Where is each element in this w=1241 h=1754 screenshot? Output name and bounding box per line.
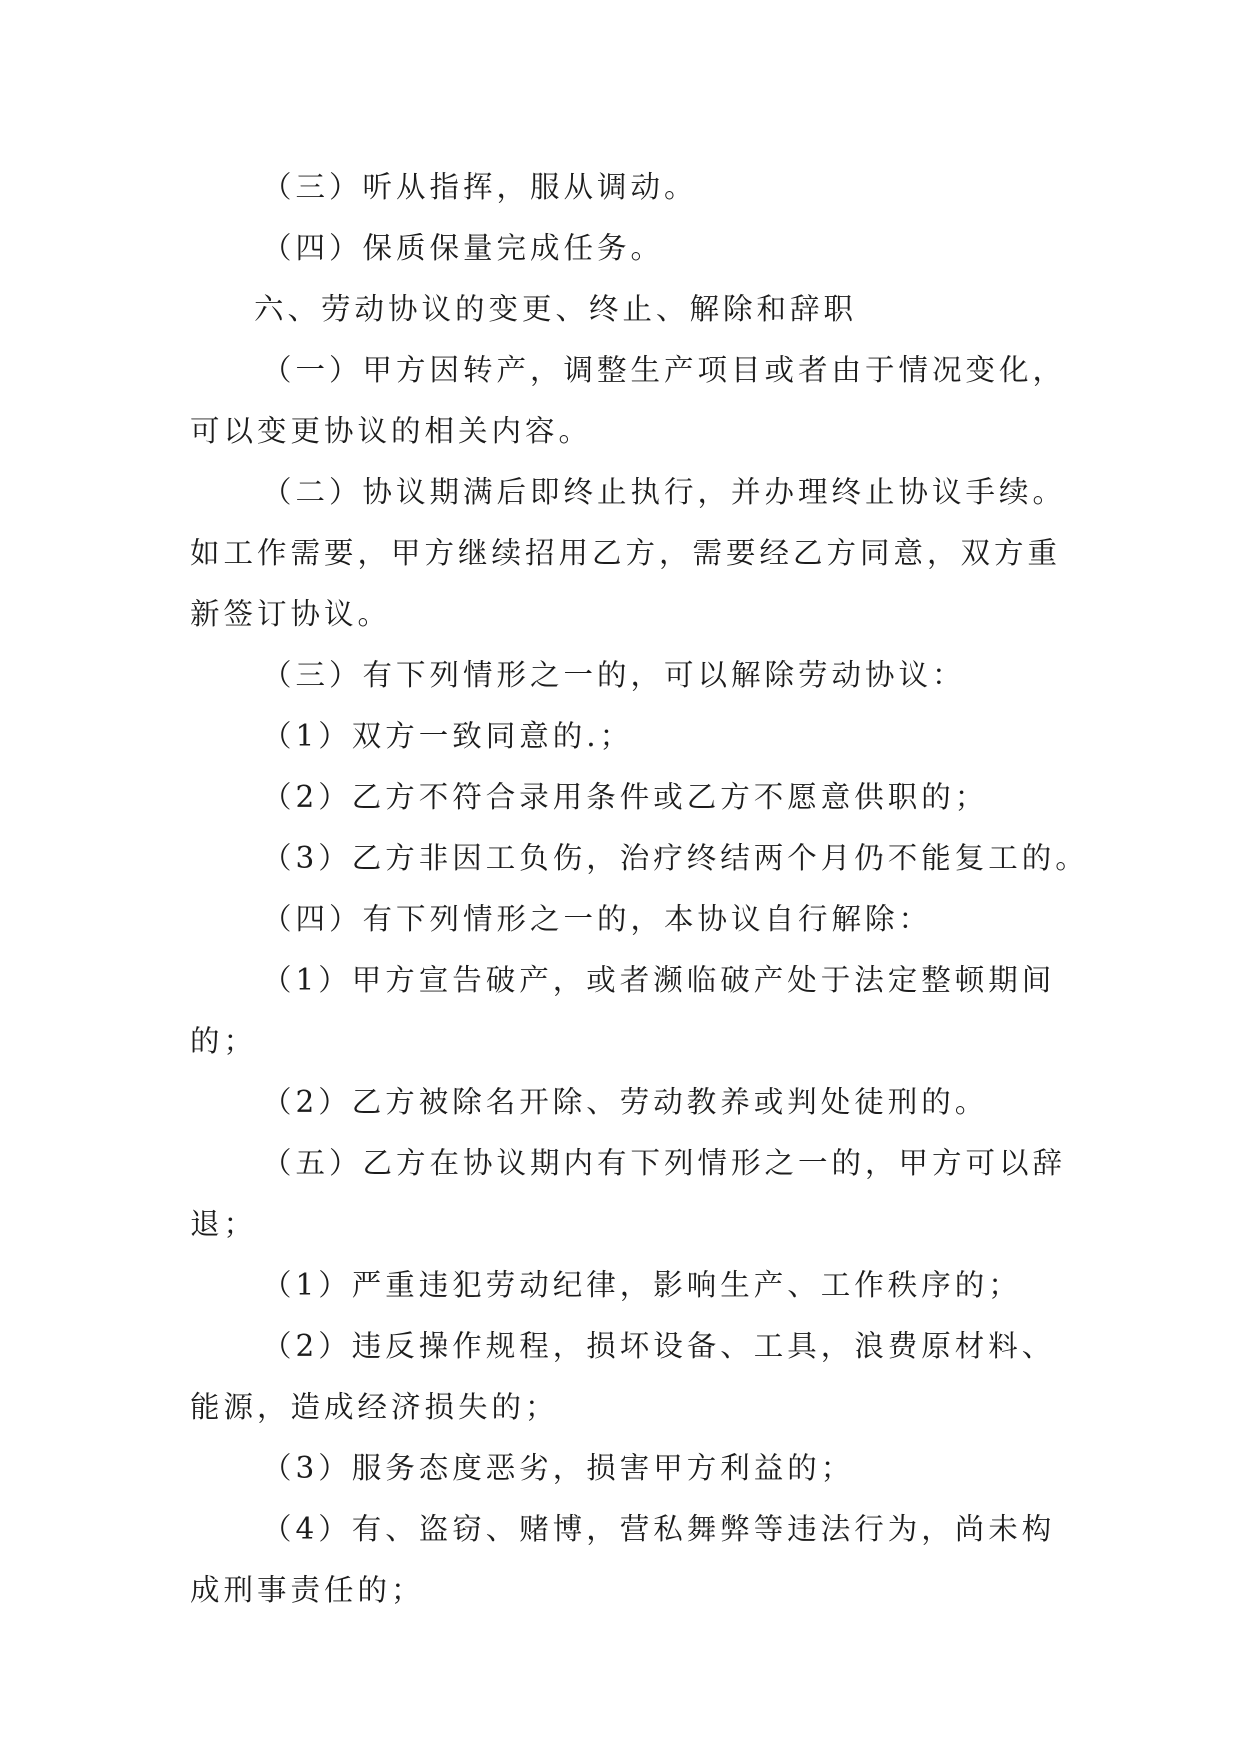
text-line: 退； xyxy=(190,1207,258,1241)
text-line: （4）有、盗窃、赌博，营私舞弊等违法行为，尚未构 xyxy=(262,1512,1056,1546)
text-line: 可以变更协议的相关内容。 xyxy=(190,414,593,448)
text-line: （3）服务态度恶劣，损害甲方利益的； xyxy=(262,1451,855,1485)
text-line: （四）保质保量完成任务。 xyxy=(262,231,665,265)
text-line: （三）听从指挥，服从调动。 xyxy=(262,170,698,204)
text-line: （1）甲方宣告破产，或者濒临破产处于法定整顿期间 xyxy=(262,963,1056,997)
text-line: （2）违反操作规程，损坏设备、工具，浪费原材料、 xyxy=(262,1329,1056,1363)
text-line: 新签订协议。 xyxy=(190,597,392,631)
document-body xyxy=(190,157,1089,1621)
text-line: （四）有下列情形之一的，本协议自行解除： xyxy=(262,902,933,936)
text-line: 成刑事责任的； xyxy=(190,1573,425,1607)
text-line: （五）乙方在协议期内有下列情形之一的，甲方可以辞 xyxy=(262,1146,1067,1180)
text-line: 能源，造成经济损失的； xyxy=(190,1390,559,1424)
section-heading: 六、劳动协议的变更、终止、解除和辞职 xyxy=(254,292,858,326)
text-line: （1）严重违犯劳动纪律，影响生产、工作秩序的； xyxy=(262,1268,1022,1302)
text-line: （二）协议期满后即终止执行，并办理终止协议手续。 xyxy=(262,475,1067,509)
text-line: （1）双方一致同意的.； xyxy=(262,719,634,753)
text-line: 的； xyxy=(190,1024,258,1058)
text-line: （2）乙方被除名开除、劳动教养或判处徒刑的。 xyxy=(262,1085,989,1119)
text-line: （2）乙方不符合录用条件或乙方不愿意供职的； xyxy=(262,780,989,814)
text-line: （3）乙方非因工负伤，治疗终结两个月仍不能复工的。 xyxy=(262,841,1089,875)
text-line: （一）甲方因转产，调整生产项目或者由于情况变化， xyxy=(262,353,1067,387)
text-line: 如工作需要，甲方继续招用乙方，需要经乙方同意，双方重 xyxy=(190,536,1062,570)
text-line: （三）有下列情形之一的，可以解除劳动协议： xyxy=(262,658,966,692)
